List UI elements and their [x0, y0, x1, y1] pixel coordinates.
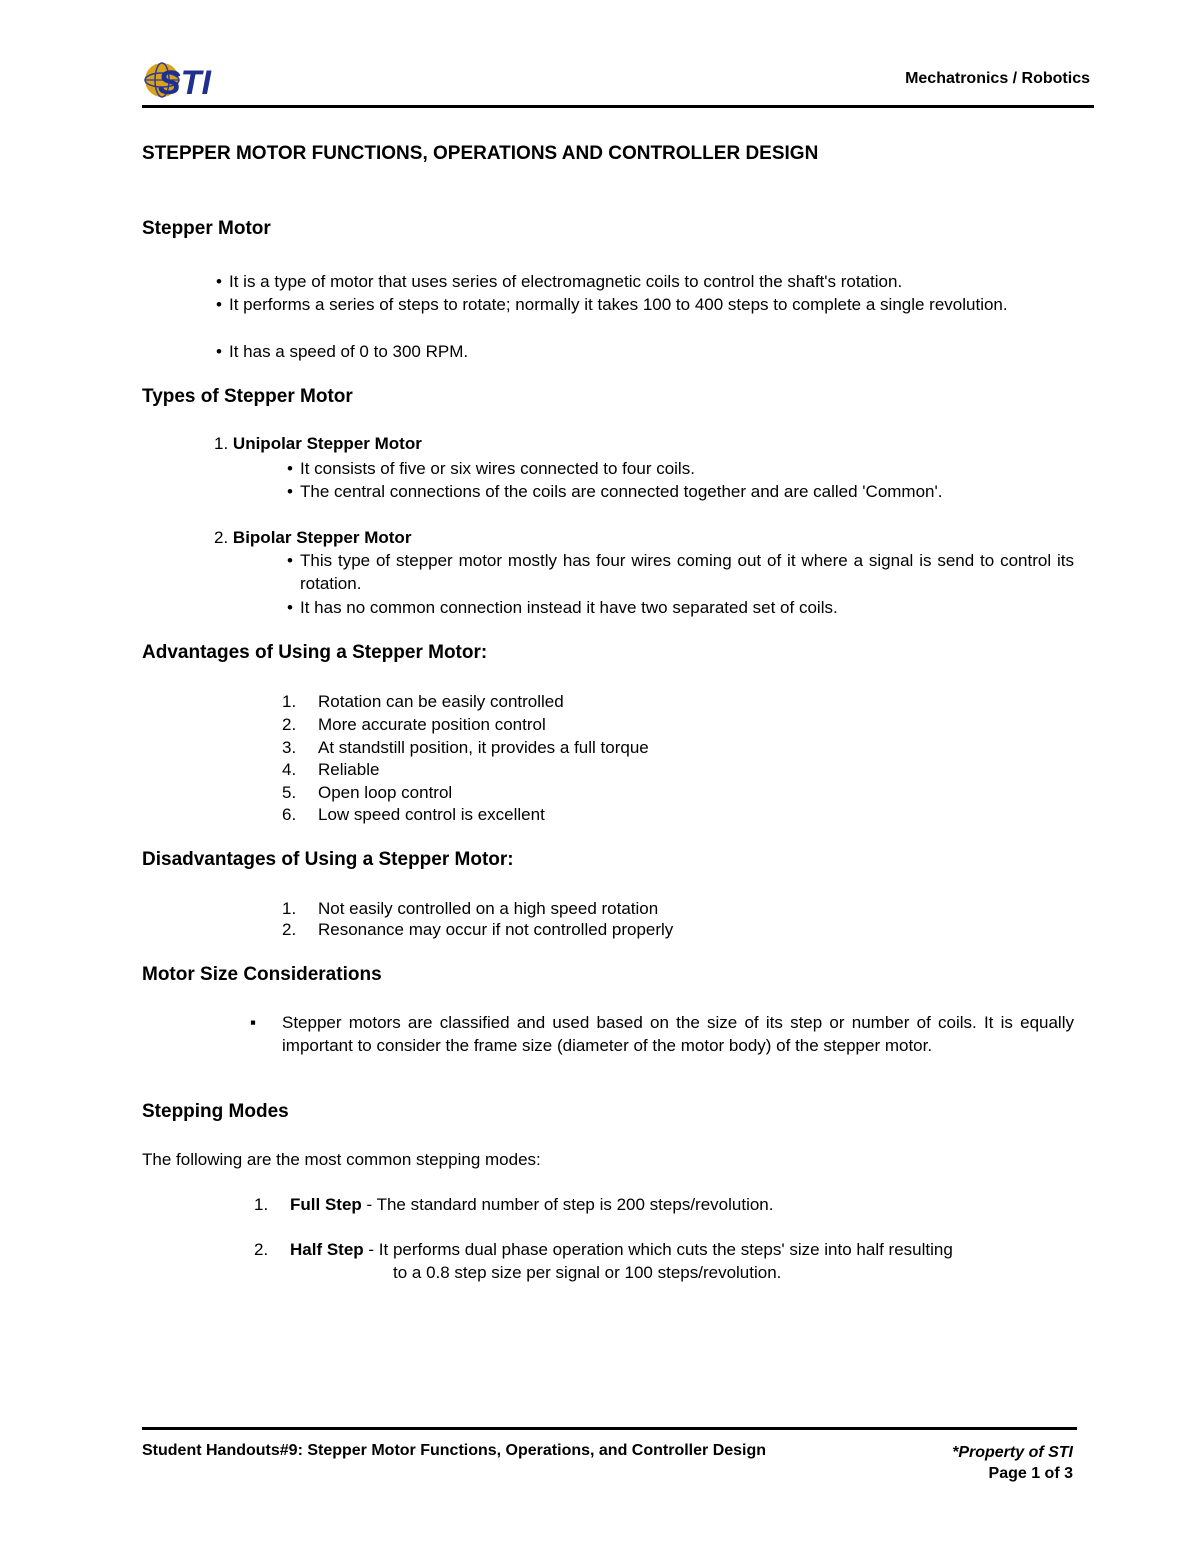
- ol-number: 2.: [254, 1240, 269, 1259]
- ol-number: 4.: [282, 760, 297, 779]
- list-item: Not easily controlled on a high speed rotation: [318, 899, 659, 918]
- footer-handout-title: Student Handouts#9: Stepper Motor Functions, Operations, and Controller Design: [142, 1442, 767, 1459]
- ol-number: 3.: [282, 738, 297, 757]
- full-step-label: Full Step: [290, 1195, 362, 1214]
- heading-stepper-motor: Stepper Motor: [142, 218, 271, 239]
- heading-types: Types of Stepper Motor: [142, 386, 353, 407]
- heading-disadvantages: Disadvantages of Using a Stepper Motor:: [142, 849, 514, 870]
- svg-text:STI: STI: [158, 64, 211, 102]
- header-rule: [142, 105, 1094, 108]
- sti-logo: [142, 58, 228, 102]
- half-step-label: Half Step: [290, 1240, 364, 1259]
- ol-number: 2.: [282, 920, 297, 939]
- ol-number: 5.: [282, 783, 297, 802]
- half-step-continuation: to a 0.8 step size per signal or 100 steps/revolution.: [393, 1263, 782, 1282]
- bullet-item: • It has a speed of 0 to 300 RPM.: [229, 340, 468, 363]
- list-item: At standstill position, it provides a full torque: [318, 738, 649, 757]
- heading-advantages: Advantages of Using a Stepper Motor:: [142, 642, 488, 663]
- half-step-text: - It performs dual phase operation which cuts the steps' size into half resulting: [363, 1240, 953, 1259]
- ol-number: 1.: [282, 899, 297, 918]
- bullet-item: • It performs a series of steps to rotate; normally it takes 100 to 400 steps to complete a single revolution.: [229, 293, 1074, 316]
- bullet-item: • It is a type of motor that uses series of electromagnetic coils to control the shaft's rotation.: [229, 270, 902, 293]
- document-title: STEPPER MOTOR FUNCTIONS, OPERATIONS AND CONTROLLER DESIGN: [142, 143, 819, 164]
- bullet-item: • The central connections of the coils are connected together and are called 'Common'.: [300, 480, 942, 503]
- footer-rule: [142, 1427, 1077, 1430]
- header-subject: Mechatronics / Robotics: [905, 70, 1090, 87]
- bipolar-label: Bipolar Stepper Motor: [232, 528, 412, 547]
- footer-property: *Property of STI: [952, 1444, 1073, 1461]
- footer-right: [952, 1442, 1073, 1484]
- ol-number: 6.: [282, 805, 297, 824]
- list-item: Low speed control is excellent: [318, 805, 545, 824]
- stepping-intro: The following are the most common stepping modes:: [142, 1150, 541, 1169]
- list-number: 2.: [214, 528, 229, 547]
- full-step-item: [290, 1193, 773, 1216]
- bullet-item: • This type of stepper motor mostly has four wires coming out of it where a signal is send to control its rotation.: [300, 549, 1074, 595]
- list-item: Open loop control: [318, 783, 453, 802]
- half-step-item: [290, 1238, 953, 1261]
- bullet-item: • It consists of five or six wires connected to four coils.: [300, 457, 695, 480]
- heading-stepping-modes: Stepping Modes: [142, 1101, 289, 1122]
- list-item: Rotation can be easily controlled: [318, 692, 564, 711]
- full-step-text: - The standard number of step is 200 steps/revolution.: [361, 1195, 774, 1214]
- heading-motor-size: Motor Size Considerations: [142, 964, 382, 985]
- list-item: Resonance may occur if not controlled properly: [318, 920, 674, 939]
- ol-number: 1.: [282, 692, 297, 711]
- footer-page-number: Page 1 of 3: [988, 1465, 1073, 1482]
- bullet-item: • It has no common connection instead it have two separated set of coils.: [300, 596, 838, 619]
- list-item: More accurate position control: [318, 715, 546, 734]
- unipolar-label: Unipolar Stepper Motor: [232, 434, 422, 453]
- list-number: 1.: [214, 434, 229, 453]
- size-paragraph: ▪ Stepper motors are classified and used based on the size of its step or number of coils. It is equally important to consider the frame size (diameter of the motor body) of the stepper motor.: [282, 1011, 1074, 1057]
- unipolar-title: [214, 432, 422, 455]
- ol-number: 1.: [254, 1195, 269, 1214]
- list-item: Reliable: [318, 760, 380, 779]
- ol-number: 2.: [282, 715, 297, 734]
- bipolar-title: [214, 526, 411, 549]
